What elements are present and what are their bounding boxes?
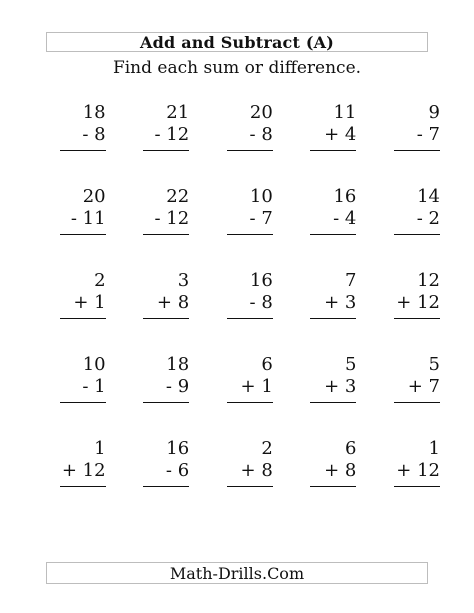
problem-item xyxy=(114,186,198,270)
bottom-term: + 8 xyxy=(156,292,190,313)
problem-item xyxy=(197,270,281,354)
page-title: Add and Subtract (A) xyxy=(140,33,334,52)
top-number: 20 xyxy=(249,102,273,123)
top-number: 12 xyxy=(417,270,440,291)
top-number: 3 xyxy=(177,270,190,291)
top-number: 9 xyxy=(428,102,440,123)
problem-item xyxy=(197,438,281,522)
top-number: 2 xyxy=(94,270,106,291)
top-number: 18 xyxy=(166,354,190,375)
top-number: 22 xyxy=(166,186,190,207)
title-box xyxy=(46,32,428,52)
top-number: 10 xyxy=(82,354,106,375)
top-number: 16 xyxy=(333,186,357,207)
problem-item xyxy=(30,186,114,270)
answer-line xyxy=(60,486,106,487)
answer-line xyxy=(227,150,273,151)
top-number: 20 xyxy=(82,186,106,207)
answer-line xyxy=(143,486,189,487)
answer-line xyxy=(143,318,189,319)
answer-line xyxy=(394,150,440,151)
problem-item xyxy=(364,354,448,438)
answer-line xyxy=(227,402,273,403)
footer-site-text: Math-Drills.Com xyxy=(169,564,305,583)
bottom-term: - 4 xyxy=(333,208,357,229)
bottom-term: - 12 xyxy=(154,208,190,229)
problem-item xyxy=(114,354,198,438)
bottom-term: + 12 xyxy=(61,460,106,481)
problem-item xyxy=(30,354,114,438)
answer-line xyxy=(310,150,356,151)
answer-line xyxy=(143,234,189,235)
bottom-term: + 8 xyxy=(324,460,357,481)
bottom-term: + 8 xyxy=(240,460,273,481)
top-number: 1 xyxy=(428,438,440,459)
bottom-term: + 7 xyxy=(407,376,440,397)
top-number: 11 xyxy=(333,102,357,123)
bottom-term: - 11 xyxy=(70,208,106,229)
problem-item xyxy=(364,102,448,186)
answer-line xyxy=(394,234,440,235)
problem-item xyxy=(281,354,365,438)
top-number: 10 xyxy=(249,186,273,207)
problem-item xyxy=(197,354,281,438)
bottom-term: - 1 xyxy=(82,376,106,397)
problem-item xyxy=(114,270,198,354)
problem-item xyxy=(30,438,114,522)
bottom-term: - 8 xyxy=(249,124,273,145)
problem-item xyxy=(197,186,281,270)
problem-item xyxy=(281,186,365,270)
problem-item xyxy=(197,102,281,186)
bottom-term: - 6 xyxy=(165,460,190,481)
top-number: 21 xyxy=(166,102,190,123)
problem-item xyxy=(281,102,365,186)
bottom-term: - 7 xyxy=(249,208,273,229)
bottom-term: + 3 xyxy=(324,292,357,313)
top-number: 1 xyxy=(94,438,106,459)
bottom-term: - 9 xyxy=(165,376,190,397)
answer-line xyxy=(60,234,106,235)
top-number: 5 xyxy=(428,354,440,375)
bottom-term: + 1 xyxy=(240,376,273,397)
answer-line xyxy=(310,486,356,487)
bottom-term: - 2 xyxy=(416,208,440,229)
footer-box xyxy=(46,562,428,584)
answer-line xyxy=(227,318,273,319)
answer-line xyxy=(310,318,356,319)
answer-line xyxy=(143,150,189,151)
problem-item xyxy=(114,438,198,522)
instructions-text: Find each sum or difference. xyxy=(112,58,362,78)
answer-line xyxy=(394,402,440,403)
problem-item xyxy=(30,102,114,186)
answer-line xyxy=(60,402,106,403)
bottom-term: + 12 xyxy=(396,460,440,481)
bottom-term: + 4 xyxy=(324,124,357,145)
answer-line xyxy=(60,150,106,151)
answer-line xyxy=(394,486,440,487)
bottom-term: - 7 xyxy=(416,124,440,145)
answer-line xyxy=(143,402,189,403)
top-number: 5 xyxy=(344,354,357,375)
problem-grid xyxy=(30,102,448,522)
answer-line xyxy=(310,234,356,235)
answer-line xyxy=(227,234,273,235)
top-number: 2 xyxy=(261,438,273,459)
problem-item xyxy=(281,270,365,354)
bottom-term: - 8 xyxy=(82,124,106,145)
problem-item xyxy=(364,270,448,354)
top-number: 16 xyxy=(166,438,190,459)
top-number: 18 xyxy=(82,102,106,123)
answer-line xyxy=(394,318,440,319)
top-number: 16 xyxy=(249,270,273,291)
problem-item xyxy=(364,186,448,270)
top-number: 6 xyxy=(344,438,357,459)
problem-item xyxy=(364,438,448,522)
top-number: 7 xyxy=(344,270,357,291)
bottom-term: + 1 xyxy=(73,292,106,313)
problem-item xyxy=(114,102,198,186)
top-number: 14 xyxy=(417,186,440,207)
answer-line xyxy=(227,486,273,487)
bottom-term: - 8 xyxy=(249,292,273,313)
answer-line xyxy=(310,402,356,403)
answer-line xyxy=(60,318,106,319)
problem-item xyxy=(30,270,114,354)
bottom-term: - 12 xyxy=(154,124,190,145)
top-number: 6 xyxy=(261,354,273,375)
bottom-term: + 12 xyxy=(396,292,440,313)
bottom-term: + 3 xyxy=(324,376,357,397)
problem-item xyxy=(281,438,365,522)
